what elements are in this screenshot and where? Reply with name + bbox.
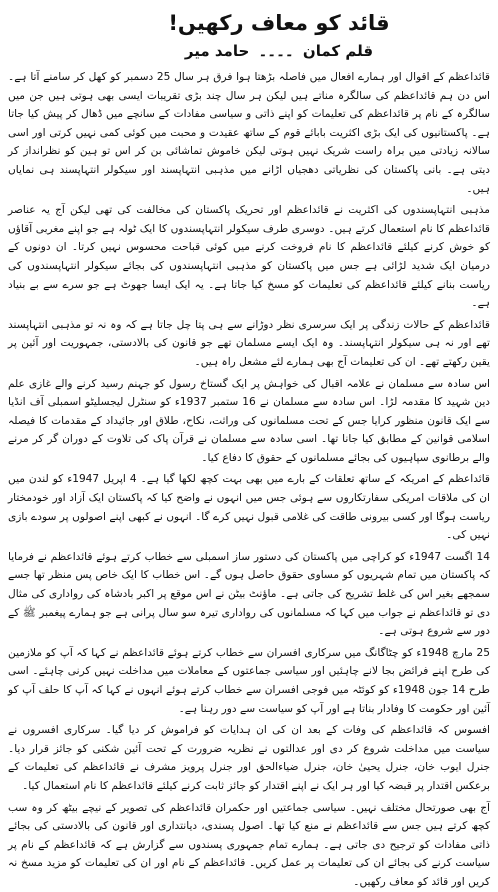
byline-separator: ۔۔۔۔	[258, 42, 294, 60]
paragraph: 14 اگست 1947ء کو کراچی میں پاکستان کی دستور ساز اسمبلی سے خطاب کرتے ہوئے قائداعظم نے فرمایا کہ پاکستان میں تمام شہریوں کو مساوی حقوق حاصل ہوں گے۔ اس خطاب کا ایک خاص پس منظر تھا جسے سمجھے بغیر اس کی غلط تشریح کی جاتی ہے۔ ماؤنٹ بیٹن نے اس موقع پر اکبر بادشاہ کی رواداری کی مثال دی تو قائداعظم نے جواب میں کہا کہ مسلمانوں کی رواداری تیرہ سو سال پرانی ہے جو ہمارے پیغمبر ﷺ کے دور سے شروع ہوتی ہے۔	[8, 550, 490, 638]
paragraph: اس سادہ سے مسلمان نے علامہ اقبال کی خواہش پر ایک گستاخ رسول کو جہنم رسید کرنے والے غازی علم دین شہید کا مقدمہ لڑا۔ اس سادہ سے مسلمان نے 16 ستمبر 1937ء کو سنٹرل لیجسلیٹو اسمبلی آف انڈیا سے ایک قانون منظور کرایا جس کے تحت مسلمانوں کی وراثت، نکاح، طلاق اور جائیداد کے مقدمات کا فیصلہ اسلامی قوانین کے مطابق کیا جانا تھا۔ اسی سادہ سے مسلمان نے قرآن پاک کی تلاوت کے دوران گر کر مرنے والے برطانوی سپاہیوں کی بجائے مسلمانوں کے حقوق کا دفاع کیا۔	[8, 377, 490, 464]
paragraph: قائداعظم کے اقوال اور ہمارے افعال میں فاصلہ بڑھتا ہوا فرق ہر سال 25 دسمبر کو کھل کر سامنے آتا ہے۔ اس دن ہم قائداعظم کی سالگرہ مناتے ہیں لیکن ہر سال چند بڑی تقریبات ایسی بھی ہوتی ہیں جن میں سالگرہ کے نام پر قائداعظم کی تعلیمات کو اپنے ذاتی و سیاسی مفادات کے سانچے میں ڈھال کر پیش کیا جاتا ہے۔ پاکستانیوں کی ایک بڑی اکثریت بابائے قوم کے ساتھ عقیدت و محبت میں کوئی کمی نہیں کرتی اور اسی سالانہ زیادتی میں براہ راست شریک نہیں ہوتی لیکن خاموش تماشائی بن کر اس تو ہین کو نظرانداز کر دیتی ہے۔ بانی پاکستان کی نظریاتی دھجیاں اڑانے میں مذہبی انتہاپسند اور سیکولر انتہاپسند ہی نمایاں ہیں۔	[8, 71, 490, 195]
column-name: قلم کمان	[302, 42, 374, 60]
paragraph: قائداعظم کے امریکہ کے ساتھ تعلقات کے بارے میں بھی بہت کچھ لکھا گیا ہے۔ 4 اپریل 1947ء کو لندن میں ان کی ملاقات امریکی سفارتکاروں سے ہوئی جس میں انہوں نے واضح کیا کہ پاکستان ایک آزاد اور خودمختار ریاست ہوگا اور کسی بیرونی طاقت کی غلامی قبول نہیں کرے گا۔ انہوں نے کبھی اپنے اصولوں پر سودے بازی نہیں کی۔	[8, 473, 490, 542]
article-headline: قائد کو معاف رکھیں!	[168, 11, 390, 35]
paragraph: آج بھی صورتحال مختلف نہیں۔ سیاسی جماعتیں اور حکمران قائداعظم کی تصویر کے نیچے بیٹھ کر وہ سب کچھ کرتے ہیں جس سے قائداعظم نے منع کیا تھا۔ اصول پسندی، دیانتداری اور قانون کی بالادستی کی بجائے ذاتی مفادات کو ترجیح دی جاتی ہے۔ ہمارے تمام جمہوری پسندوں سے گزارش ہے کہ قائداعظم کے نام پر سیاست کرنے کی بجائے ان کی تعلیمات پر عمل کریں۔ قائداعظم کے نام اور ان کی تعلیمات کو مزید مسخ نہ کریں اور قائد کو معاف رکھیں۔	[8, 801, 490, 888]
author-name: حامد میر	[184, 42, 250, 60]
paragraph: افسوس کہ قائداعظم کی وفات کے بعد ان کی ان ہدایات کو فراموش کر دیا گیا۔ سرکاری افسروں نے سیاست میں مداخلت شروع کر دی اور عدالتوں نے نظریہ ضرورت کے تحت آئین شکنی کو جائز قرار دیا۔ جنرل ایوب خان، جنرل یحییٰ خان، جنرل ضیاءالحق اور جنرل پرویز مشرف نے قائداعظم کی تعلیمات کے برعکس اقتدار پر قبضہ کیا اور ہر ایک نے اپنے اقتدار کو جائز ثابت کرنے کیلئے قائداعظم کا نام استعمال کیا۔	[8, 724, 490, 792]
paragraph: مذہبی انتہاپسندوں کی اکثریت نے قائداعظم اور تحریک پاکستان کی مخالفت کی تھی لیکن آج یہ عناصر قائداعظم کا نام استعمال کرتے ہیں۔ دوسری طرف سیکولر انتہاپسندوں کا ایک ٹولہ ہے جو اپنے مغربی آقاؤں کو خوش کرنے کیلئے قائداعظم کا نام فروخت کرنے میں کوئی قباحت محسوس نہیں کرتا۔ ان دونوں کے درمیان ایک شدید لڑائی ہے جس میں پاکستان کو مذہبی انتہاپسندوں کی بجائے سیکولر انتہاپسندوں کی ریاست بنانے کیلئے قائداعظم کی تعلیمات کو مسخ کیا جاتا ہے۔ یہ ایک ایسا جھوٹ ہے جو سرے سے بے بنیاد ہے۔	[8, 204, 490, 310]
paragraph: قائداعظم کے حالات زندگی پر ایک سرسری نظر دوڑانے سے ہی پتا چل جاتا ہے کہ وہ نہ تو مذہبی انتہاپسند تھے اور نہ ہی سیکولر انتہاپسند۔ وہ ایک ایسے مسلمان تھے جو قانون کی بالادستی، جمہوریت اور آئین پر یقین رکھتے تھے۔ ان کی تعلیمات آج بھی ہمارے لئے مشعل راہ ہیں۔	[8, 318, 490, 368]
paragraph: 25 مارچ 1948ء کو چٹاگانگ میں سرکاری افسران سے خطاب کرتے ہوئے قائداعظم نے کہا کہ آپ کو ملازمین کی طرح اپنے فرائض بجا لانے چاہئیں اور سیاسی جماعتوں کے معاملات میں مداخلت نہیں کرنی چاہئے۔ اسی طرح 14 جون 1948ء کو کوئٹہ میں فوجی افسران سے خطاب کرتے ہوئے انہوں نے کہا کہ آپ کا حلف آپ کو آئین اور حکومت کا وفادار بناتا ہے اور آپ کو سیاست سے دور رہنا ہے۔	[8, 646, 490, 715]
article-body	[8, 68, 490, 892]
byline	[8, 40, 490, 62]
